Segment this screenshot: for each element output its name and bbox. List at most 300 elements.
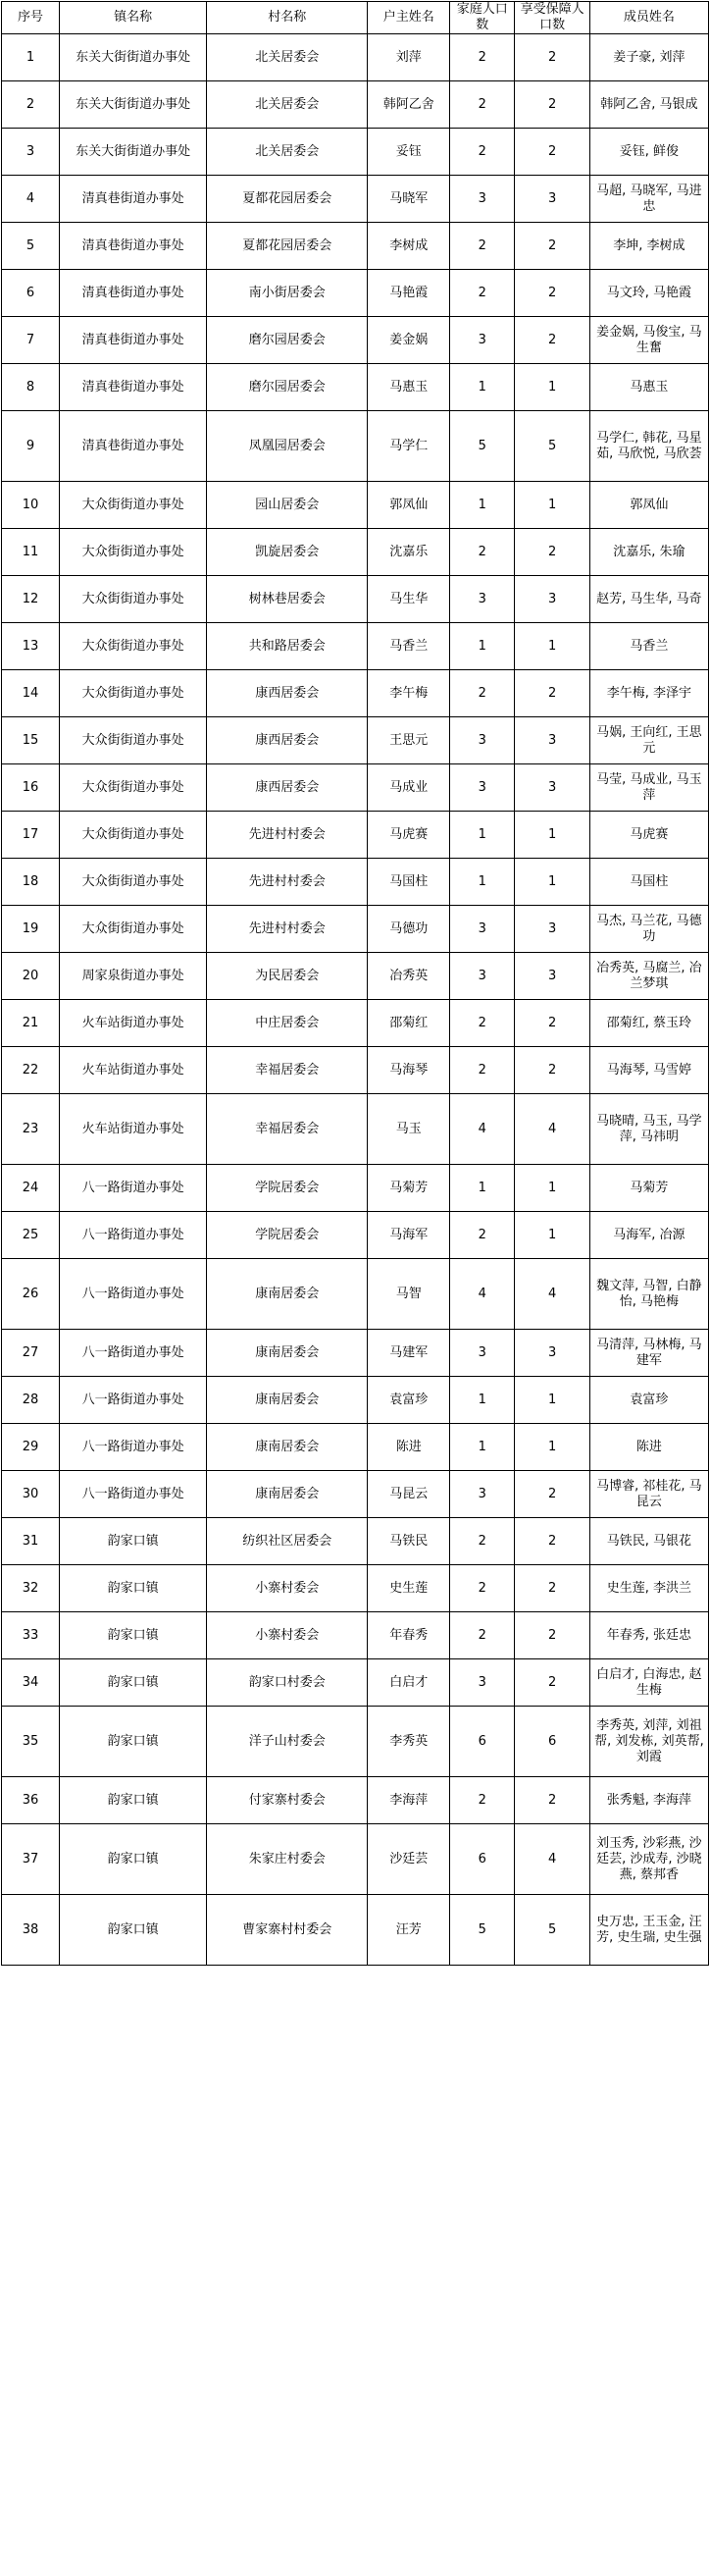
cell-family-size: 4 (450, 1094, 515, 1165)
cell-covered-size: 1 (515, 1377, 589, 1424)
table-row (2, 317, 709, 364)
cell-members: 马学仁, 韩花, 马星茹, 马欣悦, 马欣荟 (589, 411, 708, 482)
table-row (2, 1259, 709, 1330)
table-row (2, 1777, 709, 1824)
cell-covered-size: 1 (515, 1165, 589, 1212)
cell-members: 姜子豪, 刘萍 (589, 34, 708, 81)
cell-members: 马博睿, 祁桂花, 马昆云 (589, 1471, 708, 1518)
cell-town: 大众街街道办事处 (60, 764, 207, 812)
table-row (2, 529, 709, 576)
cell-family-size: 2 (450, 670, 515, 717)
cell-covered-size: 2 (515, 529, 589, 576)
table-row (2, 1094, 709, 1165)
cell-village: 学院居委会 (207, 1212, 368, 1259)
cell-town: 清真巷街道办事处 (60, 270, 207, 317)
table-row (2, 34, 709, 81)
cell-family-size: 3 (450, 1471, 515, 1518)
cell-householder: 沈嘉乐 (368, 529, 450, 576)
cell-covered-size: 1 (515, 1424, 589, 1471)
table-row (2, 1471, 709, 1518)
cell-village: 先进村村委会 (207, 859, 368, 906)
header-covered-size: 享受保障人口数 (515, 2, 589, 34)
cell-covered-size: 4 (515, 1259, 589, 1330)
cell-family-size: 2 (450, 1565, 515, 1612)
cell-members: 马文玲, 马艳霞 (589, 270, 708, 317)
cell-town: 八一路街道办事处 (60, 1424, 207, 1471)
cell-seq: 20 (2, 953, 60, 1000)
cell-family-size: 1 (450, 482, 515, 529)
cell-members: 张秀魁, 李海萍 (589, 1777, 708, 1824)
cell-family-size: 3 (450, 717, 515, 764)
cell-town: 八一路街道办事处 (60, 1165, 207, 1212)
cell-family-size: 1 (450, 1165, 515, 1212)
cell-village: 中庄居委会 (207, 1000, 368, 1047)
cell-family-size: 2 (450, 1777, 515, 1824)
cell-village: 幸福居委会 (207, 1094, 368, 1165)
cell-covered-size: 3 (515, 176, 589, 223)
cell-seq: 3 (2, 129, 60, 176)
cell-family-size: 1 (450, 623, 515, 670)
cell-family-size: 3 (450, 764, 515, 812)
cell-village: 幸福居委会 (207, 1047, 368, 1094)
cell-members: 史万忠, 王玉金, 汪芳, 史生瑞, 史生强 (589, 1895, 708, 1966)
cell-family-size: 5 (450, 1895, 515, 1966)
cell-village: 夏都花园居委会 (207, 223, 368, 270)
cell-village: 夏都花园居委会 (207, 176, 368, 223)
cell-householder: 姜金娲 (368, 317, 450, 364)
cell-town: 大众街街道办事处 (60, 859, 207, 906)
cell-village: 康西居委会 (207, 670, 368, 717)
cell-town: 大众街街道办事处 (60, 482, 207, 529)
cell-village: 小寨村委会 (207, 1565, 368, 1612)
table-row (2, 812, 709, 859)
header-town: 镇名称 (60, 2, 207, 34)
cell-members: 魏文萍, 马智, 白静怡, 马艳梅 (589, 1259, 708, 1330)
cell-town: 清真巷街道办事处 (60, 223, 207, 270)
cell-seq: 25 (2, 1212, 60, 1259)
table-row (2, 176, 709, 223)
cell-covered-size: 2 (515, 670, 589, 717)
cell-town: 韵家口镇 (60, 1565, 207, 1612)
cell-members: 马杰, 马兰花, 马德功 (589, 906, 708, 953)
cell-householder: 白启才 (368, 1659, 450, 1707)
table-row (2, 1330, 709, 1377)
table-row (2, 1165, 709, 1212)
cell-seq: 18 (2, 859, 60, 906)
table-row (2, 670, 709, 717)
table-row (2, 1895, 709, 1966)
cell-seq: 33 (2, 1612, 60, 1659)
cell-householder: 马海琴 (368, 1047, 450, 1094)
cell-householder: 李树成 (368, 223, 450, 270)
cell-members: 邵菊红, 蔡玉玲 (589, 1000, 708, 1047)
cell-family-size: 2 (450, 1000, 515, 1047)
cell-seq: 35 (2, 1707, 60, 1777)
cell-seq: 30 (2, 1471, 60, 1518)
cell-family-size: 3 (450, 953, 515, 1000)
cell-village: 康南居委会 (207, 1330, 368, 1377)
cell-members: 马虎赛 (589, 812, 708, 859)
cell-householder: 马晓军 (368, 176, 450, 223)
table-row (2, 953, 709, 1000)
cell-members: 陈进 (589, 1424, 708, 1471)
table-row (2, 1000, 709, 1047)
cell-seq: 1 (2, 34, 60, 81)
cell-town: 韵家口镇 (60, 1612, 207, 1659)
cell-family-size: 2 (450, 529, 515, 576)
cell-town: 大众街街道办事处 (60, 623, 207, 670)
cell-members: 年春秀, 张廷忠 (589, 1612, 708, 1659)
table-row (2, 270, 709, 317)
cell-family-size: 2 (450, 223, 515, 270)
cell-town: 八一路街道办事处 (60, 1330, 207, 1377)
cell-covered-size: 3 (515, 906, 589, 953)
cell-members: 史生莲, 李洪兰 (589, 1565, 708, 1612)
header-row (2, 2, 709, 34)
cell-covered-size: 6 (515, 1707, 589, 1777)
cell-family-size: 2 (450, 1212, 515, 1259)
cell-members: 马铁民, 马银花 (589, 1518, 708, 1565)
cell-seq: 13 (2, 623, 60, 670)
cell-covered-size: 2 (515, 317, 589, 364)
cell-village: 付家寨村委会 (207, 1777, 368, 1824)
cell-seq: 16 (2, 764, 60, 812)
cell-seq: 37 (2, 1824, 60, 1895)
cell-seq: 9 (2, 411, 60, 482)
cell-seq: 26 (2, 1259, 60, 1330)
cell-householder: 马香兰 (368, 623, 450, 670)
cell-village: 北关居委会 (207, 34, 368, 81)
cell-householder: 李海萍 (368, 1777, 450, 1824)
cell-family-size: 4 (450, 1259, 515, 1330)
cell-covered-size: 2 (515, 34, 589, 81)
cell-village: 洋子山村委会 (207, 1707, 368, 1777)
cell-covered-size: 2 (515, 1777, 589, 1824)
cell-members: 妥钰, 鲜俊 (589, 129, 708, 176)
cell-family-size: 1 (450, 859, 515, 906)
header-seq: 序号 (2, 2, 60, 34)
cell-members: 马香兰 (589, 623, 708, 670)
cell-householder: 史生莲 (368, 1565, 450, 1612)
cell-seq: 22 (2, 1047, 60, 1094)
cell-householder: 邵菊红 (368, 1000, 450, 1047)
cell-householder: 马国柱 (368, 859, 450, 906)
cell-householder: 陈进 (368, 1424, 450, 1471)
cell-family-size: 2 (450, 270, 515, 317)
cell-seq: 21 (2, 1000, 60, 1047)
cell-covered-size: 2 (515, 1518, 589, 1565)
cell-family-size: 1 (450, 1424, 515, 1471)
cell-covered-size: 1 (515, 1212, 589, 1259)
cell-town: 清真巷街道办事处 (60, 364, 207, 411)
cell-householder: 马铁民 (368, 1518, 450, 1565)
cell-village: 康西居委会 (207, 717, 368, 764)
cell-members: 马娲, 王向红, 王思元 (589, 717, 708, 764)
cell-householder: 马德功 (368, 906, 450, 953)
cell-members: 袁富珍 (589, 1377, 708, 1424)
cell-seq: 24 (2, 1165, 60, 1212)
cell-village: 曹家寨村村委会 (207, 1895, 368, 1966)
table-row (2, 1424, 709, 1471)
cell-covered-size: 3 (515, 953, 589, 1000)
cell-members: 白启才, 白海忠, 赵生梅 (589, 1659, 708, 1707)
cell-householder: 年春秀 (368, 1612, 450, 1659)
cell-town: 韵家口镇 (60, 1659, 207, 1707)
cell-town: 韵家口镇 (60, 1824, 207, 1895)
cell-householder: 王思元 (368, 717, 450, 764)
cell-householder: 马惠玉 (368, 364, 450, 411)
cell-covered-size: 2 (515, 223, 589, 270)
cell-householder: 马生华 (368, 576, 450, 623)
cell-members: 马海军, 冶源 (589, 1212, 708, 1259)
cell-seq: 14 (2, 670, 60, 717)
cell-members: 冶秀英, 马腐兰, 冶兰梦琪 (589, 953, 708, 1000)
cell-covered-size: 3 (515, 576, 589, 623)
cell-seq: 27 (2, 1330, 60, 1377)
cell-town: 东关大街街道办事处 (60, 81, 207, 129)
table-row (2, 764, 709, 812)
cell-town: 清真巷街道办事处 (60, 317, 207, 364)
cell-covered-size: 4 (515, 1824, 589, 1895)
cell-householder: 李秀英 (368, 1707, 450, 1777)
cell-family-size: 3 (450, 1659, 515, 1707)
cell-covered-size: 2 (515, 1000, 589, 1047)
table-row (2, 1377, 709, 1424)
cell-family-size: 5 (450, 411, 515, 482)
cell-family-size: 2 (450, 34, 515, 81)
table-row (2, 906, 709, 953)
cell-town: 大众街街道办事处 (60, 670, 207, 717)
cell-village: 凤凰园居委会 (207, 411, 368, 482)
cell-covered-size: 2 (515, 1565, 589, 1612)
cell-members: 李坤, 李树成 (589, 223, 708, 270)
cell-covered-size: 2 (515, 81, 589, 129)
cell-covered-size: 1 (515, 482, 589, 529)
cell-village: 康南居委会 (207, 1377, 368, 1424)
cell-family-size: 1 (450, 364, 515, 411)
table-row (2, 1707, 709, 1777)
cell-town: 大众街街道办事处 (60, 576, 207, 623)
cell-householder: 韩阿乙舍 (368, 81, 450, 129)
cell-members: 马晓晴, 马玉, 马学萍, 马祎明 (589, 1094, 708, 1165)
table-row (2, 482, 709, 529)
table-row (2, 411, 709, 482)
cell-family-size: 3 (450, 906, 515, 953)
header-family-size: 家庭人口数 (450, 2, 515, 34)
cell-seq: 6 (2, 270, 60, 317)
cell-village: 先进村村委会 (207, 812, 368, 859)
cell-householder: 冶秀英 (368, 953, 450, 1000)
cell-village: 为民居委会 (207, 953, 368, 1000)
cell-members: 李秀英, 刘萍, 刘祖帮, 刘发栋, 刘英帮, 刘霞 (589, 1707, 708, 1777)
header-members: 成员姓名 (589, 2, 708, 34)
cell-members: 马莹, 马成业, 马玉萍 (589, 764, 708, 812)
cell-covered-size: 2 (515, 1612, 589, 1659)
cell-town: 清真巷街道办事处 (60, 411, 207, 482)
cell-members: 马国柱 (589, 859, 708, 906)
table-row (2, 129, 709, 176)
cell-family-size: 2 (450, 1612, 515, 1659)
cell-seq: 12 (2, 576, 60, 623)
cell-covered-size: 3 (515, 717, 589, 764)
table-row (2, 1824, 709, 1895)
cell-town: 火车站街道办事处 (60, 1094, 207, 1165)
cell-seq: 5 (2, 223, 60, 270)
cell-town: 大众街街道办事处 (60, 812, 207, 859)
cell-members: 赵芳, 马生华, 马奇 (589, 576, 708, 623)
cell-covered-size: 2 (515, 129, 589, 176)
table-row (2, 223, 709, 270)
cell-householder: 马智 (368, 1259, 450, 1330)
cell-family-size: 2 (450, 129, 515, 176)
cell-town: 火车站街道办事处 (60, 1000, 207, 1047)
cell-covered-size: 3 (515, 764, 589, 812)
table-row (2, 623, 709, 670)
cell-householder: 马学仁 (368, 411, 450, 482)
table-row (2, 859, 709, 906)
cell-seq: 28 (2, 1377, 60, 1424)
table-row (2, 81, 709, 129)
cell-members: 马海琴, 马雪婷 (589, 1047, 708, 1094)
cell-householder: 马玉 (368, 1094, 450, 1165)
cell-covered-size: 4 (515, 1094, 589, 1165)
table-row (2, 1518, 709, 1565)
cell-family-size: 2 (450, 1047, 515, 1094)
cell-seq: 31 (2, 1518, 60, 1565)
table-row (2, 1047, 709, 1094)
cell-village: 康南居委会 (207, 1259, 368, 1330)
cell-covered-size: 5 (515, 1895, 589, 1966)
cell-covered-size: 1 (515, 623, 589, 670)
cell-seq: 8 (2, 364, 60, 411)
cell-householder: 汪芳 (368, 1895, 450, 1966)
table-row (2, 576, 709, 623)
cell-householder: 马菊芳 (368, 1165, 450, 1212)
cell-seq: 15 (2, 717, 60, 764)
cell-members: 沈嘉乐, 朱瑜 (589, 529, 708, 576)
cell-village: 树林巷居委会 (207, 576, 368, 623)
cell-town: 大众街街道办事处 (60, 717, 207, 764)
cell-village: 康南居委会 (207, 1471, 368, 1518)
cell-village: 康西居委会 (207, 764, 368, 812)
cell-family-size: 3 (450, 1330, 515, 1377)
cell-householder: 马虎赛 (368, 812, 450, 859)
cell-covered-size: 2 (515, 270, 589, 317)
cell-members: 马菊芳 (589, 1165, 708, 1212)
cell-village: 凯旋居委会 (207, 529, 368, 576)
cell-seq: 32 (2, 1565, 60, 1612)
cell-town: 东关大街街道办事处 (60, 34, 207, 81)
cell-town: 大众街街道办事处 (60, 906, 207, 953)
cell-town: 韵家口镇 (60, 1895, 207, 1966)
cell-family-size: 3 (450, 576, 515, 623)
header-village: 村名称 (207, 2, 368, 34)
cell-householder: 郭凤仙 (368, 482, 450, 529)
cell-householder: 袁富珍 (368, 1377, 450, 1424)
cell-town: 火车站街道办事处 (60, 1047, 207, 1094)
cell-village: 先进村村委会 (207, 906, 368, 953)
cell-village: 南小街居委会 (207, 270, 368, 317)
table-row (2, 1212, 709, 1259)
cell-householder: 马建军 (368, 1330, 450, 1377)
cell-village: 共和路居委会 (207, 623, 368, 670)
cell-seq: 2 (2, 81, 60, 129)
cell-village: 韵家口村委会 (207, 1659, 368, 1707)
cell-householder: 马海军 (368, 1212, 450, 1259)
cell-family-size: 3 (450, 176, 515, 223)
cell-family-size: 6 (450, 1824, 515, 1895)
cell-town: 周家泉街道办事处 (60, 953, 207, 1000)
cell-seq: 36 (2, 1777, 60, 1824)
cell-covered-size: 1 (515, 859, 589, 906)
cell-seq: 23 (2, 1094, 60, 1165)
cell-covered-size: 3 (515, 1330, 589, 1377)
cell-members: 姜金娲, 马俊宝, 马生奮 (589, 317, 708, 364)
cell-members: 马清萍, 马林梅, 马建军 (589, 1330, 708, 1377)
cell-seq: 10 (2, 482, 60, 529)
cell-family-size: 2 (450, 81, 515, 129)
cell-seq: 29 (2, 1424, 60, 1471)
cell-village: 北关居委会 (207, 129, 368, 176)
cell-town: 八一路街道办事处 (60, 1471, 207, 1518)
cell-members: 韩阿乙舍, 马银成 (589, 81, 708, 129)
header-householder: 户主姓名 (368, 2, 450, 34)
table-row (2, 364, 709, 411)
cell-village: 纺织社区居委会 (207, 1518, 368, 1565)
assistance-table (1, 1, 709, 1966)
cell-seq: 17 (2, 812, 60, 859)
table-body (2, 34, 709, 1966)
cell-town: 八一路街道办事处 (60, 1212, 207, 1259)
cell-town: 韵家口镇 (60, 1777, 207, 1824)
cell-members: 马超, 马晓军, 马进忠 (589, 176, 708, 223)
cell-householder: 刘萍 (368, 34, 450, 81)
cell-village: 小寨村委会 (207, 1612, 368, 1659)
cell-seq: 34 (2, 1659, 60, 1707)
cell-members: 郭凤仙 (589, 482, 708, 529)
cell-seq: 19 (2, 906, 60, 953)
cell-seq: 7 (2, 317, 60, 364)
cell-covered-size: 2 (515, 1659, 589, 1707)
cell-village: 磨尔园居委会 (207, 317, 368, 364)
cell-family-size: 2 (450, 1518, 515, 1565)
cell-village: 康南居委会 (207, 1424, 368, 1471)
cell-town: 八一路街道办事处 (60, 1259, 207, 1330)
cell-covered-size: 2 (515, 1471, 589, 1518)
cell-members: 马惠玉 (589, 364, 708, 411)
cell-family-size: 3 (450, 317, 515, 364)
table-row (2, 1612, 709, 1659)
table-row (2, 717, 709, 764)
cell-village: 园山居委会 (207, 482, 368, 529)
table-row (2, 1565, 709, 1612)
cell-town: 八一路街道办事处 (60, 1377, 207, 1424)
cell-householder: 马昆云 (368, 1471, 450, 1518)
cell-town: 东关大街街道办事处 (60, 129, 207, 176)
cell-seq: 11 (2, 529, 60, 576)
cell-town: 韵家口镇 (60, 1707, 207, 1777)
cell-covered-size: 2 (515, 1047, 589, 1094)
cell-family-size: 1 (450, 1377, 515, 1424)
cell-village: 朱家庄村委会 (207, 1824, 368, 1895)
cell-village: 磨尔园居委会 (207, 364, 368, 411)
cell-seq: 38 (2, 1895, 60, 1966)
cell-householder: 沙廷芸 (368, 1824, 450, 1895)
cell-covered-size: 1 (515, 812, 589, 859)
cell-town: 大众街街道办事处 (60, 529, 207, 576)
cell-covered-size: 5 (515, 411, 589, 482)
cell-householder: 马成业 (368, 764, 450, 812)
